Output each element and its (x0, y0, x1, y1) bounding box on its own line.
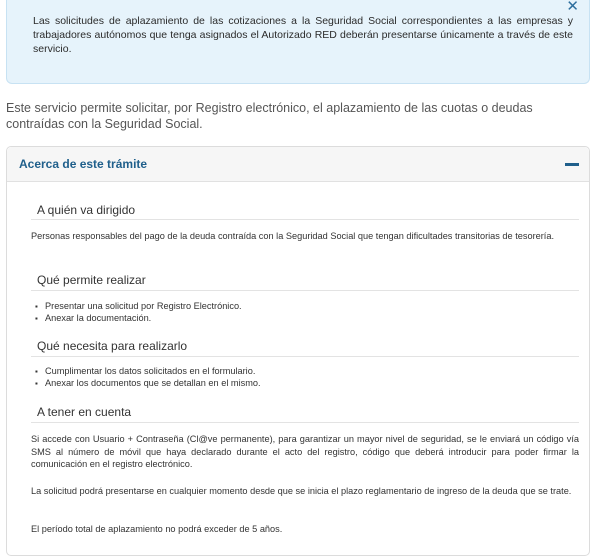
close-icon[interactable]: ✕ (566, 0, 579, 15)
cuenta-text-3: El período total de aplazamiento no podrá exceder de 5 años. (31, 524, 283, 534)
cuenta-text-1: Si accede con Usuario + Contraseña (Cl@ve permanente), para garantizar un mayor nivel de seguridad, se le enviará un código vía SMS al número de móvil que haya declarado durante el acto del registro, código que deberá introducir para poder firmar la comunicación en el registro electrónico. (31, 434, 579, 469)
about-panel (6, 146, 590, 556)
list-item: ▪ Cumplimentar los datos solicitados en el formulario. (35, 366, 261, 378)
panel-title: Acerca de este trámite (19, 157, 148, 171)
intro-text: Este servicio permite solicitar, por Registro electrónico, el aplazamiento de las cuotas o deudas contraídas con la Seguridad Social. (6, 101, 533, 131)
collapse-icon[interactable] (565, 163, 579, 166)
list-item: ▪ Anexar la documentación. (35, 313, 242, 325)
section-heading-cuenta: A tener en cuenta (37, 405, 132, 419)
cuenta-text-2: La solicitud podrá presentarse en cualquier momento desde que se inicia el plazo reglamentario de ingreso de la deuda que se trate. (31, 486, 572, 496)
panel-header[interactable] (7, 147, 589, 182)
section-heading-dirigido: A quién va dirigido (37, 203, 136, 217)
list-item: ▪ Anexar los documentos que se detallan en el mismo. (35, 378, 261, 390)
divider (31, 356, 579, 357)
section-heading-permite: Qué permite realizar (37, 273, 146, 287)
necesita-list (35, 366, 261, 389)
permite-list (35, 301, 242, 324)
divider (31, 422, 579, 423)
dirigido-text: Personas responsables del pago de la deuda contraída con la Seguridad Social que tengan dificultades transitorias de tesorería. (31, 231, 555, 241)
alert-text: Las solicitudes de aplazamiento de las cotizaciones a la Seguridad Social correspondientes a las empresas y trabajadores autónomos que tenga asignados el Autorizado RED deberán presentarse únicamente a través de este servicio. (33, 15, 573, 55)
info-alert (6, 0, 590, 84)
list-item: ▪ Presentar una solicitud por Registro Electrónico. (35, 301, 242, 313)
divider (31, 219, 579, 220)
divider (31, 290, 579, 291)
section-heading-necesita: Qué necesita para realizarlo (37, 339, 188, 353)
